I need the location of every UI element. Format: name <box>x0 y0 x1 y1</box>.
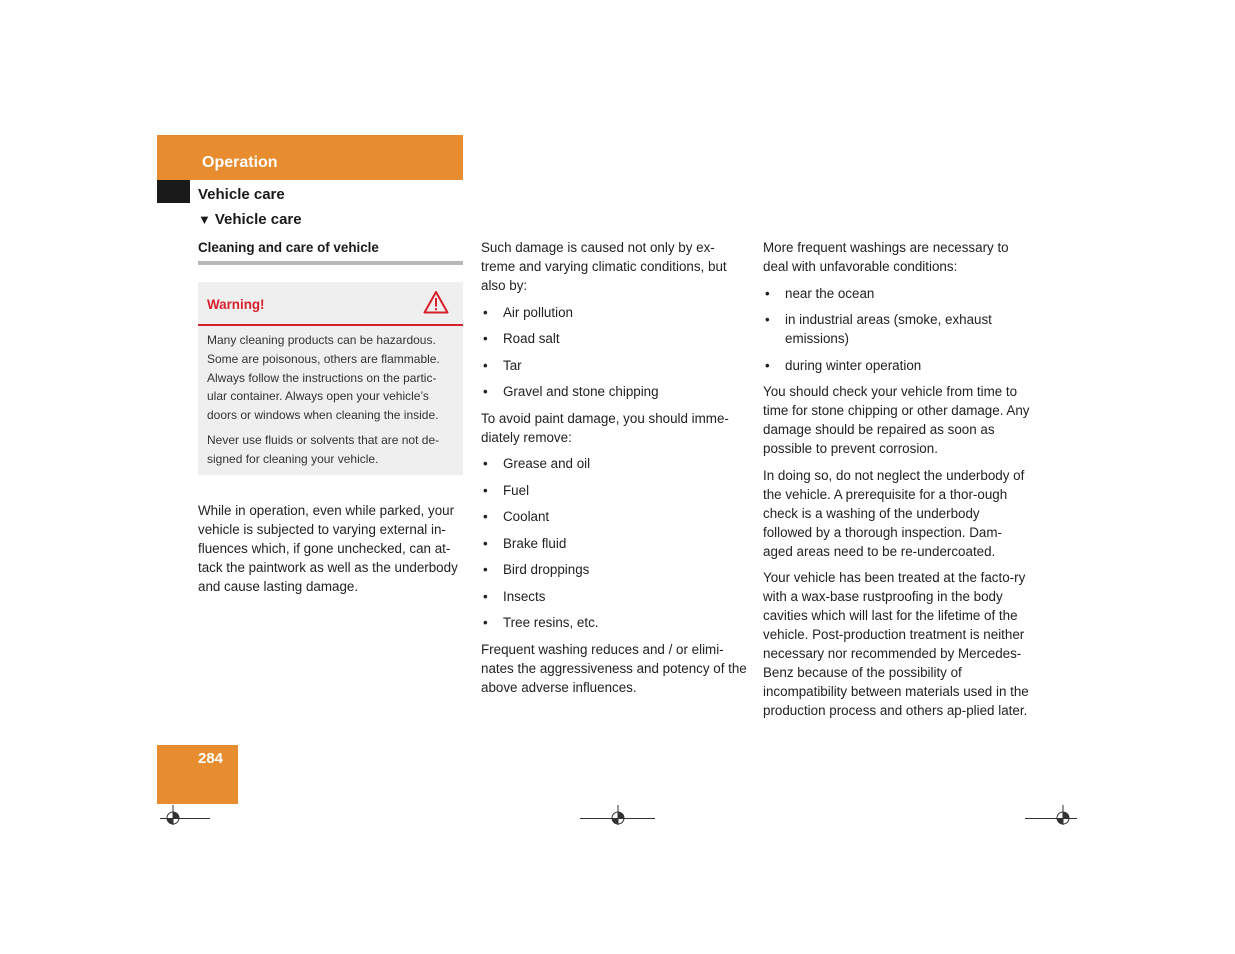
body-paragraph: Your vehicle has been treated at the facto-ry with a wax-base rustproofing in the body cavities which will last for the lifetime of the vehicle. Post-production treatment is neither necessary nor recommended by Mercedes-Benz because of the possibility of incompatibility between materials used in the production process and others ap-plied later. <box>763 570 1029 718</box>
body-paragraph: In doing so, do not neglect the underbody of the vehicle. A prerequisite for a thor-ough check is a washing of the underbody followed by a thorough inspection. Dam-aged areas need to be re-undercoated. <box>763 467 1025 559</box>
subsection-label: Vehicle care <box>214 211 302 228</box>
warning-triangle-icon <box>423 290 449 314</box>
warning-label: Warning! <box>207 297 265 312</box>
list-item: • Tar <box>481 356 747 375</box>
warning-paragraph: Never use fluids or solvents that are not de-signed for cleaning your vehicle. <box>207 432 440 466</box>
chapter-title: Operation <box>202 154 278 171</box>
column-1 <box>198 238 463 603</box>
list-item: • Grease and oil <box>481 454 747 473</box>
page-number: 284 <box>198 750 224 767</box>
warning-body <box>198 326 463 475</box>
warning-header <box>198 282 463 326</box>
body-paragraph: While in operation, even while parked, your vehicle is subjected to varying external in-fluences which, if gone unchecked, can at-tack the paintwork as well as the underbody and cause lasting damage. <box>198 502 458 594</box>
list-item: • Air pollution <box>481 303 747 322</box>
topic-heading: Cleaning and care of vehicle <box>198 240 379 255</box>
list-item: • Gravel and stone chipping <box>481 382 747 401</box>
body-paragraph: Such damage is caused not only by ex-treme and varying climatic conditions, but also by: <box>481 240 727 293</box>
list-item: • Coolant <box>481 507 747 526</box>
causes-list <box>481 303 747 402</box>
list-item: • Insects <box>481 587 747 606</box>
heading-rule <box>198 261 463 265</box>
warning-box <box>198 282 463 475</box>
list-item: • in industrial areas (smoke, exhaust emissions) <box>763 310 1031 348</box>
warning-paragraph: Many cleaning products can be hazardous. Some are poisonous, others are flammable. Always follow the instructions on the partic-ular container. Always open your vehicle’s doors or windows when cleaning the inside. <box>207 333 440 423</box>
conditions-list <box>763 284 1031 375</box>
section-marker-tab <box>157 180 190 203</box>
registration-mark-icon <box>1053 805 1073 825</box>
body-paragraph: More frequent washings are necessary to deal with unfavorable conditions: <box>763 240 1009 274</box>
list-item: • Fuel <box>481 481 747 500</box>
remove-list <box>481 454 747 632</box>
list-item: • Bird droppings <box>481 560 747 579</box>
column-3 <box>763 238 1031 728</box>
list-item: • Tree resins, etc. <box>481 613 747 632</box>
body-paragraph: You should check your vehicle from time to time for stone chipping or other damage. Any damage should be repaired as soon as possible to prevent corrosion. <box>763 384 1030 456</box>
registration-mark-icon <box>163 805 183 825</box>
registration-mark-icon <box>608 805 628 825</box>
list-item: • during winter operation <box>763 356 1031 375</box>
list-item: • Road salt <box>481 329 747 348</box>
list-item: • near the ocean <box>763 284 1031 303</box>
body-paragraph: To avoid paint damage, you should imme-diately remove: <box>481 410 729 445</box>
section-title: Vehicle care <box>198 186 285 203</box>
down-triangle-icon: ▼ <box>198 212 211 227</box>
column-2 <box>481 238 747 704</box>
subsection-title <box>198 211 302 228</box>
body-paragraph: Frequent washing reduces and / or elimi-nates the aggressiveness and potency of the above adverse influences. <box>481 641 747 695</box>
list-item: • Brake fluid <box>481 534 747 553</box>
